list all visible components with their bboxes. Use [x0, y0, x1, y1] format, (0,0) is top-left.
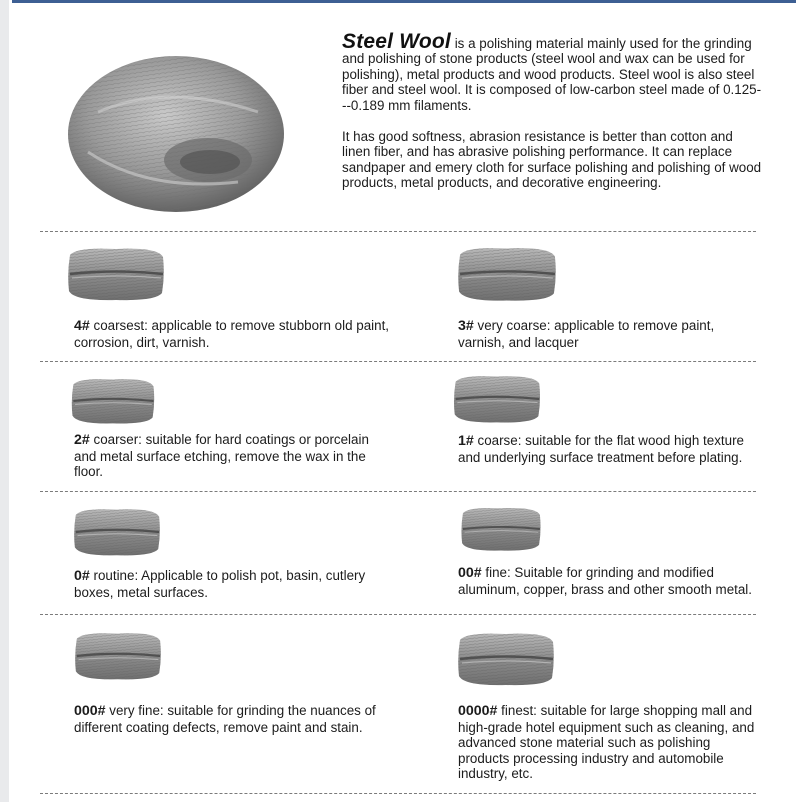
- grade-2-description: [74, 432, 384, 480]
- page-edge-shadow: [0, 0, 9, 802]
- grade-text: routine: Applicable to polish pot, basin, cutlery boxes, metal surfaces.: [74, 568, 366, 600]
- divider: [40, 231, 756, 232]
- steel-wool-pad-image: [456, 244, 558, 304]
- divider: [40, 614, 756, 615]
- grade-000-description: [74, 703, 414, 735]
- grade-4-description: [74, 318, 404, 350]
- steel-wool-pad-image: [68, 376, 158, 426]
- grade-label: 3#: [458, 318, 474, 334]
- intro-paragraph-1: is a polishing material mainly used for the grinding and polishing of stone products (steel wool and wax can be used for polishing), metal products and wood products. Steel wool is also steel fiber and steel wool. It is composed of low-carbon steel made of 0.125---0.189 mm filaments.: [342, 36, 762, 113]
- steel-wool-pad-image: [72, 506, 162, 558]
- grade-00-description: [458, 565, 758, 597]
- grade-label: 000#: [74, 703, 106, 719]
- grade-text: very coarse: applicable to remove paint, varnish, and lacquer: [458, 318, 715, 350]
- grade-text: fine: Suitable for grinding and modified aluminum, copper, brass and other smooth metal.: [458, 565, 752, 597]
- grade-0000-description: [458, 703, 758, 782]
- steel-wool-pad-image: [452, 372, 542, 426]
- title: Steel Wool: [342, 30, 451, 53]
- grade-text: coarser: suitable for hard coatings or porcelain and metal surface etching, remove the wax in the floor.: [74, 432, 369, 480]
- grade-text: finest: suitable for large shopping mall and high-grade hotel equipment such as cleaning, and advanced stone material such as polishing products processing industry and automobile industry, etc.: [458, 703, 755, 782]
- grade-label: 1#: [458, 433, 474, 449]
- grade-text: coarse: suitable for the flat wood high texture and underlying surface treatment before plating.: [458, 433, 744, 465]
- header-rule: [12, 0, 796, 3]
- divider: [40, 361, 756, 362]
- grade-label: 4#: [74, 318, 90, 334]
- grade-0-description: [74, 568, 404, 600]
- grade-1-description: [458, 433, 758, 465]
- intro-paragraph-2: It has good softness, abrasion resistance is better than cotton and linen fiber, and has abrasive polishing performance. It can replace sandpaper and emery cloth for surface polishing and polishing of wood products, metal products, and decorative engineering.: [342, 129, 762, 191]
- steel-wool-roll-image: [58, 42, 294, 222]
- divider: [40, 491, 756, 492]
- grade-text: coarsest: applicable to remove stubborn old paint, corrosion, dirt, varnish.: [74, 318, 390, 350]
- grade-label: 00#: [458, 565, 482, 581]
- grade-3-description: [458, 318, 758, 350]
- grade-label: 0#: [74, 568, 90, 584]
- grade-label: 0000#: [458, 703, 498, 719]
- steel-wool-pad-image: [456, 628, 556, 690]
- grade-label: 2#: [74, 432, 90, 448]
- steel-wool-pad-image: [72, 630, 164, 682]
- steel-wool-pad-image: [459, 505, 543, 553]
- intro-text: [342, 30, 762, 191]
- grade-text: very fine: suitable for grinding the nuances of different coating defects, remove paint and stain.: [74, 703, 376, 735]
- divider: [40, 793, 756, 794]
- steel-wool-pad-image: [66, 245, 166, 303]
